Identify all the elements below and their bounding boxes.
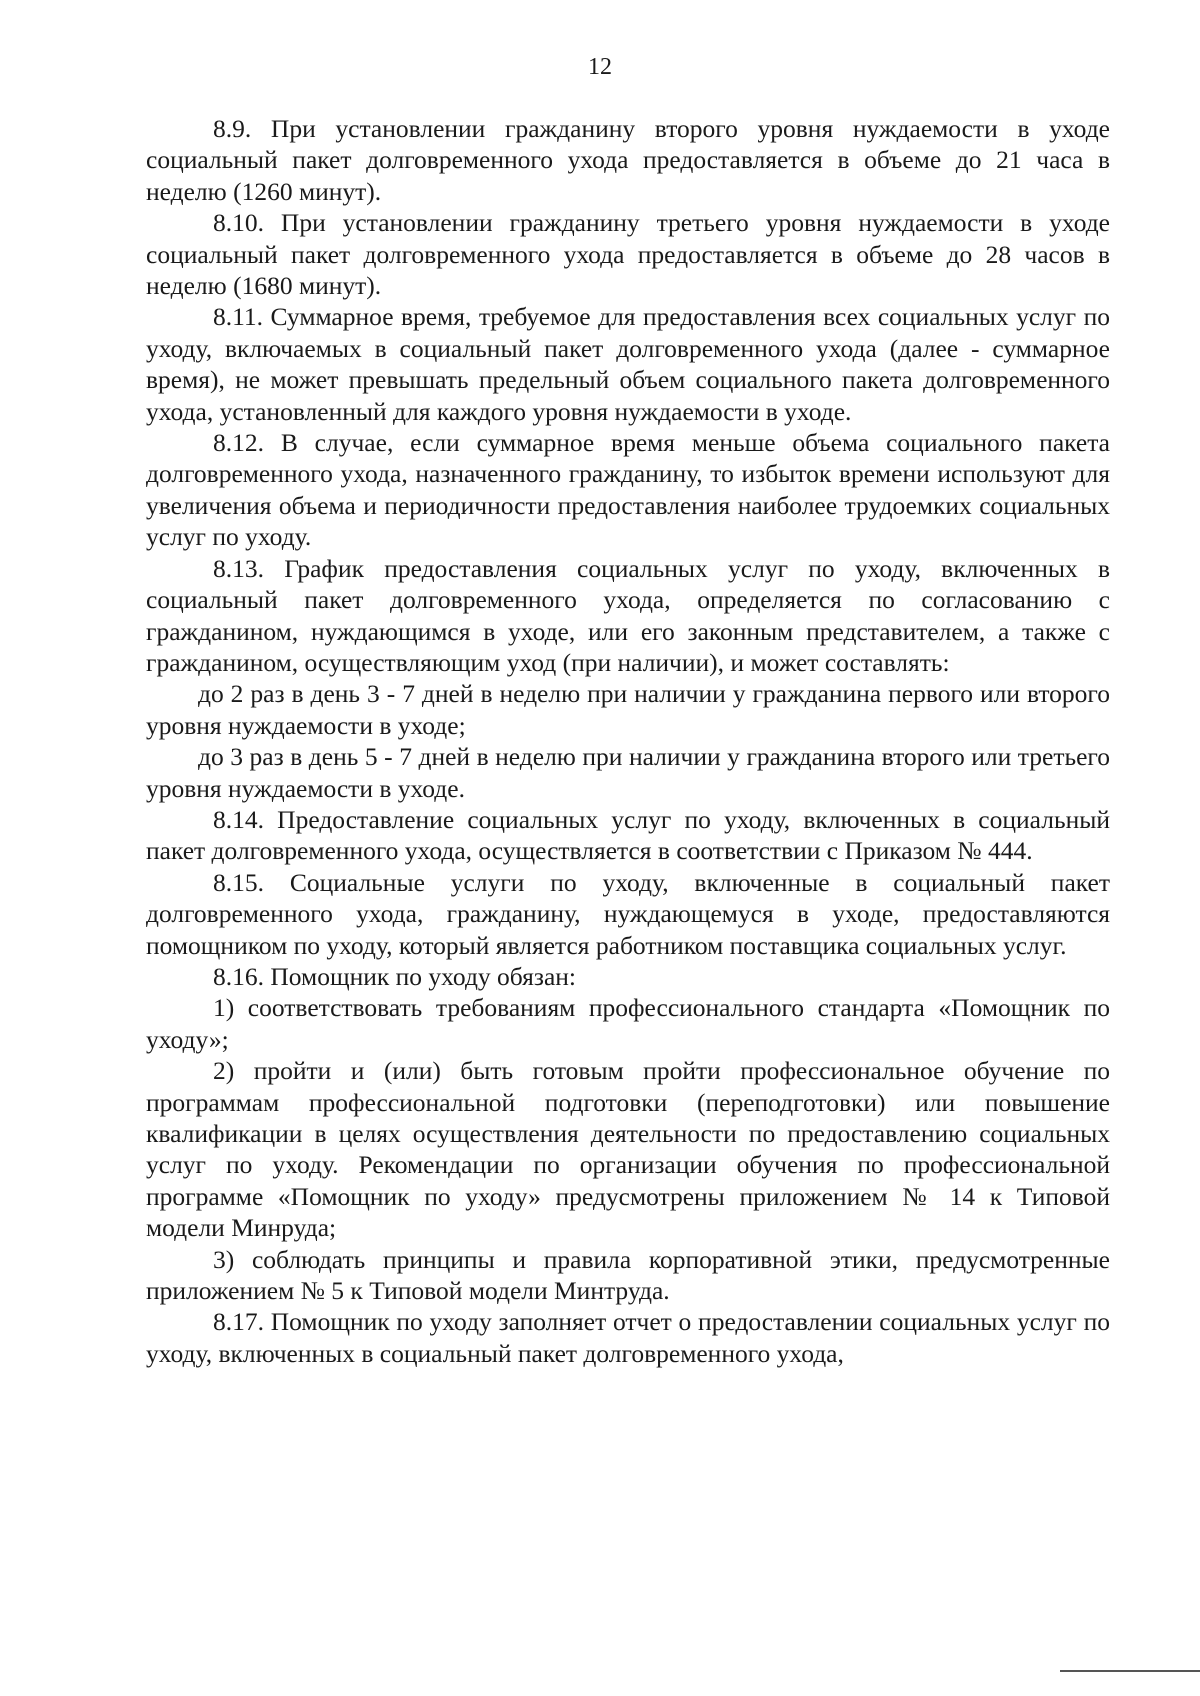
paragraph-8-16: 8.16. Помощник по уходу обязан: xyxy=(213,961,576,991)
paragraph-8-17: 8.17. Помощник по уходу заполняет отчет о предоставлении социальных услуг по уходу, включенных в социальный пакет долговременного ухода, xyxy=(146,1307,1110,1368)
paragraph-8-10: 8.10. При установлении гражданину третьего уровня нуждаемости в уходе социальный пакет долговременного ухода предоставляется в объеме до 28 часов в неделю (1680 минут). xyxy=(146,208,1110,301)
paragraph-8-12: 8.12. В случае, если суммарное время меньше объема социального пакета долговременного ухода, назначенного гражданину, то избыток времени используют для увеличения объема и периодичности предоставления наиболее трудоемких социальных услуг по уходу. xyxy=(146,428,1110,552)
schedule-option-second: до 3 раз в день 5 - 7 дней в неделю при наличии у гражданина второго или третьего уровня нуждаемости в уходе. xyxy=(146,742,1110,803)
duty-item-2: 2) пройти и (или) быть готовым пройти профессиональное обучение по программам профессиональной подготовки (переподготовки) или повышение квалификации в целях осуществления деятельности по предоставлению социальных услуг по уходу. Рекомендации по организации обучения по профессиональной программе «Помощник по уходу» предусмотрены приложением № 14 к Типовой модели Минруда; xyxy=(146,1056,1110,1243)
paragraph-8-9: 8.9. При установлении гражданину второго уровня нуждаемости в уходе социальный пакет долговременного ухода предоставляется в объеме до 21 часа в неделю (1260 минут). xyxy=(146,114,1110,206)
paragraph-8-11: 8.11. Суммарное время, требуемое для предоставления всех социальных услуг по уходу, включаемых в социальный пакет долговременного ухода (далее - суммарное время), не может превышать предельный объем социального пакета долговременного ухода, установленный для каждого уровня нуждаемости в уходе. xyxy=(146,302,1110,426)
duty-item-1: 1) соответствовать требованиям профессионального стандарта «Помощник по уходу»; xyxy=(146,993,1110,1054)
page-number: 12 xyxy=(588,54,612,80)
footer-divider xyxy=(1060,1670,1200,1672)
paragraph-8-14: 8.14. Предоставление социальных услуг по уходу, включенных в социальный пакет долговременного ухода, осуществляется в соответствии с Приказом № 444. xyxy=(146,804,1110,866)
schedule-option-first: до 2 раз в день 3 - 7 дней в неделю при наличии у гражданина первого или второго уровня нуждаемости в уходе; xyxy=(146,679,1110,740)
paragraph-8-13: 8.13. График предоставления социальных услуг по уходу, включенных в социальный пакет долговременного ухода, определяется по согласованию с гражданином, нуждающимся в уходе, или его законным представителем, а также с гражданином, осуществляющим уход (при наличии), и может составлять: xyxy=(146,553,1110,677)
document-body xyxy=(146,113,1110,1369)
paragraph-8-15: 8.15. Социальные услуги по уходу, включенные в социальный пакет долговременного ухода, гражданину, нуждающемуся в уходе, предоставляются помощником по уходу, который является работником поставщика социальных услуг. xyxy=(146,867,1110,960)
duty-item-3: 3) соблюдать принципы и правила корпоративной этики, предусмотренные приложением № 5 к Типовой модели Минтруда. xyxy=(146,1244,1110,1306)
